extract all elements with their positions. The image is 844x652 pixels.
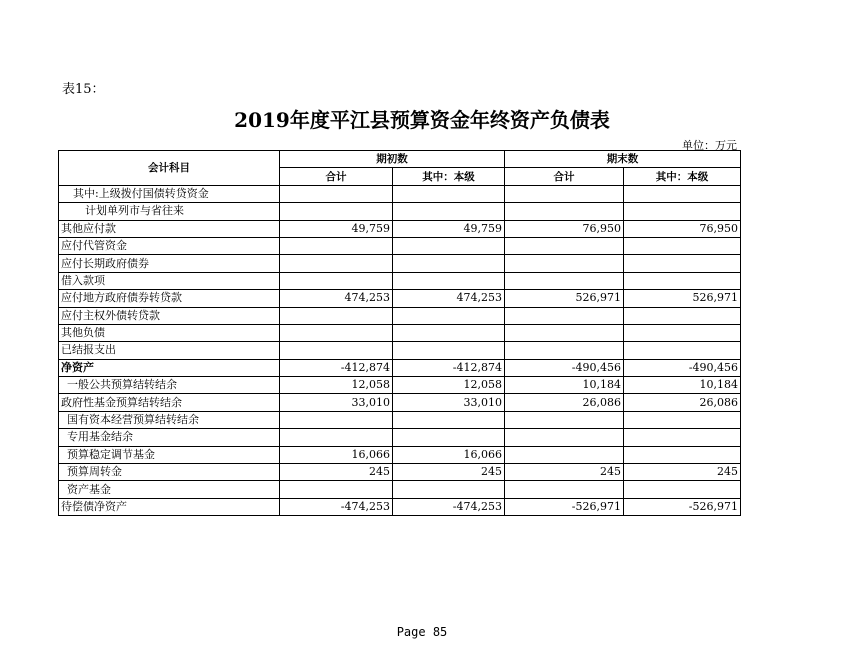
unit-label: 单位：万元 [682, 139, 737, 152]
row-value: 49,759 [393, 220, 505, 237]
row-value: 76,950 [505, 220, 624, 237]
header-closing: 期末数 [505, 151, 741, 168]
row-label: 一般公共预算结转结余 [59, 377, 280, 394]
row-value [393, 272, 505, 289]
table-row [59, 272, 741, 289]
row-value: 245 [505, 464, 624, 481]
row-value [393, 237, 505, 254]
row-value [280, 411, 393, 428]
row-value: 10,184 [624, 377, 741, 394]
row-value [393, 324, 505, 341]
row-value: 16,066 [280, 446, 393, 463]
row-value [280, 342, 393, 359]
row-label: 其他负债 [59, 324, 280, 341]
table-row [59, 307, 741, 324]
row-label: 已结报支出 [59, 342, 280, 359]
table-row [59, 411, 741, 428]
table-row [59, 498, 741, 515]
row-value: 245 [624, 464, 741, 481]
header-opening-own: 其中：本级 [393, 168, 505, 185]
row-value [505, 255, 624, 272]
table-row [59, 324, 741, 341]
row-value: -474,253 [280, 498, 393, 515]
row-value: -412,874 [280, 359, 393, 376]
row-value: 10,184 [505, 377, 624, 394]
row-value [505, 237, 624, 254]
row-label: 资产基金 [59, 481, 280, 498]
row-label: 预算稳定调节基金 [59, 446, 280, 463]
row-value [624, 342, 741, 359]
table-row [59, 394, 741, 411]
table-row [59, 377, 741, 394]
row-value [393, 411, 505, 428]
table-row [59, 359, 741, 376]
row-value [505, 481, 624, 498]
table-body [59, 185, 741, 515]
table-row [59, 220, 741, 237]
row-label: 应付地方政府债券转贷款 [59, 290, 280, 307]
table-row [59, 255, 741, 272]
row-value: -526,971 [505, 498, 624, 515]
row-label: 应付主权外债转贷款 [59, 307, 280, 324]
row-label: 其他应付款 [59, 220, 280, 237]
row-value [393, 307, 505, 324]
row-value [393, 185, 505, 202]
row-value [280, 237, 393, 254]
row-value [280, 481, 393, 498]
row-value [624, 237, 741, 254]
row-value [624, 324, 741, 341]
row-value [624, 411, 741, 428]
row-value [393, 203, 505, 220]
page-number: Page 85 [396, 625, 448, 639]
row-label: 国有资本经营预算结转结余 [59, 411, 280, 428]
balance-sheet-table [58, 150, 741, 516]
row-value [505, 429, 624, 446]
row-label: 应付代管资金 [59, 237, 280, 254]
table-number-label: 表15： [62, 82, 105, 97]
row-label: 待偿债净资产 [59, 498, 280, 515]
row-value [624, 203, 741, 220]
row-value [393, 342, 505, 359]
row-value [505, 342, 624, 359]
row-value [280, 272, 393, 289]
table-row [59, 464, 741, 481]
row-value [393, 481, 505, 498]
row-value: 526,971 [624, 290, 741, 307]
row-value [505, 272, 624, 289]
header-closing-own: 其中：本级 [624, 168, 741, 185]
row-label: 预算周转金 [59, 464, 280, 481]
row-value: 16,066 [393, 446, 505, 463]
table-row [59, 290, 741, 307]
row-value [505, 203, 624, 220]
row-label: 应付长期政府债券 [59, 255, 280, 272]
row-value [280, 429, 393, 446]
row-value [624, 272, 741, 289]
row-value [624, 481, 741, 498]
header-opening-total: 合计 [280, 168, 393, 185]
row-value [280, 324, 393, 341]
table-row [59, 203, 741, 220]
row-value: 26,086 [624, 394, 741, 411]
row-value: -474,253 [393, 498, 505, 515]
table-row [59, 446, 741, 463]
row-value [624, 307, 741, 324]
row-value: 12,058 [393, 377, 505, 394]
header-opening: 期初数 [280, 151, 505, 168]
header-subject: 会计科目 [59, 151, 280, 186]
row-value [505, 307, 624, 324]
page-title: 2019年度平江县预算资金年终资产负债表 [234, 108, 610, 132]
row-value [393, 429, 505, 446]
header-closing-total: 合计 [505, 168, 624, 185]
row-value: -526,971 [624, 498, 741, 515]
row-value [280, 307, 393, 324]
table-row [59, 185, 741, 202]
row-value [624, 255, 741, 272]
row-value [624, 185, 741, 202]
row-label: 借入款项 [59, 272, 280, 289]
row-value: 76,950 [624, 220, 741, 237]
table-row [59, 237, 741, 254]
row-value [505, 185, 624, 202]
row-value: -490,456 [624, 359, 741, 376]
table-row [59, 481, 741, 498]
row-value: 12,058 [280, 377, 393, 394]
row-value [280, 203, 393, 220]
row-value [624, 429, 741, 446]
row-value [280, 255, 393, 272]
row-value [393, 255, 505, 272]
row-value: 33,010 [280, 394, 393, 411]
row-value: 26,086 [505, 394, 624, 411]
row-label: 计划单列市与省往来 [59, 203, 280, 220]
row-value [505, 411, 624, 428]
table-row [59, 342, 741, 359]
row-value: 33,010 [393, 394, 505, 411]
row-label: 政府性基金预算结转结余 [59, 394, 280, 411]
row-value: -412,874 [393, 359, 505, 376]
row-label: 其中:上级拨付国债转贷资金 [59, 185, 280, 202]
row-value: 474,253 [393, 290, 505, 307]
row-value [505, 324, 624, 341]
row-value: 474,253 [280, 290, 393, 307]
row-value: -490,456 [505, 359, 624, 376]
row-value: 245 [393, 464, 505, 481]
row-value [624, 446, 741, 463]
row-label: 专用基金结余 [59, 429, 280, 446]
table-row [59, 429, 741, 446]
row-value [505, 446, 624, 463]
row-label: 净资产 [59, 359, 280, 376]
row-value: 245 [280, 464, 393, 481]
row-value [280, 185, 393, 202]
row-value: 526,971 [505, 290, 624, 307]
row-value: 49,759 [280, 220, 393, 237]
